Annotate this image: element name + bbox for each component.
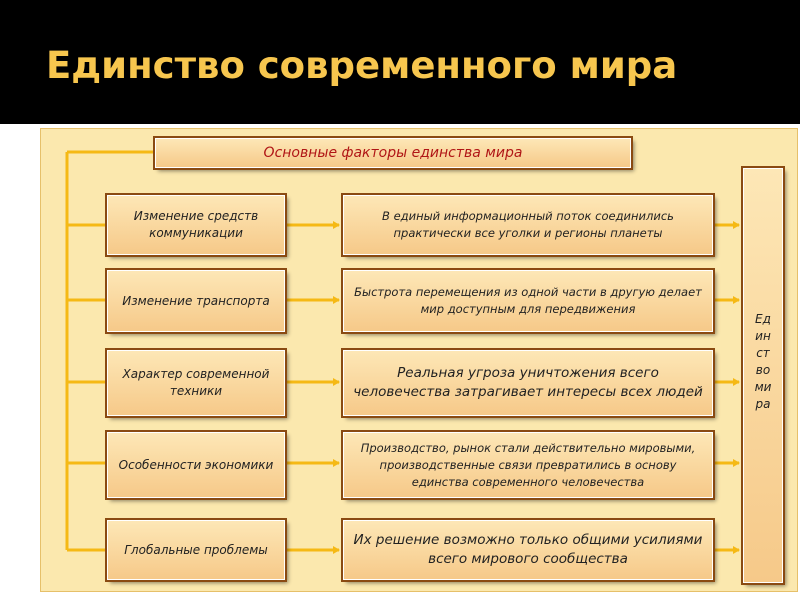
result-box-2: Быстрота перемещения из одной части в другую делает мир доступным для передвижения xyxy=(343,270,713,332)
factor-box-transport: Изменение транспорта xyxy=(107,270,285,332)
result-box-3: Реальная угроза уничтожения всего человечества затрагивает интересы всех людей xyxy=(343,350,713,416)
factor-box-economy: Особенности экономики xyxy=(107,432,285,498)
factors-header-box: Основные факторы единства мира xyxy=(155,138,631,168)
factor-box-global-problems: Глобальные проблемы xyxy=(107,520,285,580)
result-box-4: Производство, рынок стали действительно мировыми, производственные связи превратились в основу единства современного человечества xyxy=(343,432,713,498)
factor-box-communication: Изменение средств коммуникации xyxy=(107,195,285,255)
result-box-5: Их решение возможно только общими усилиями всего мирового сообщества xyxy=(343,520,713,580)
unity-box: Ед ин ст во ми ра xyxy=(743,168,783,583)
result-box-1: В единый информационный поток соединились практически все уголки и регионы планеты xyxy=(343,195,713,255)
factor-box-technology: Характер современной техники xyxy=(107,350,285,416)
slide-title: Единство современного мира xyxy=(46,44,678,87)
